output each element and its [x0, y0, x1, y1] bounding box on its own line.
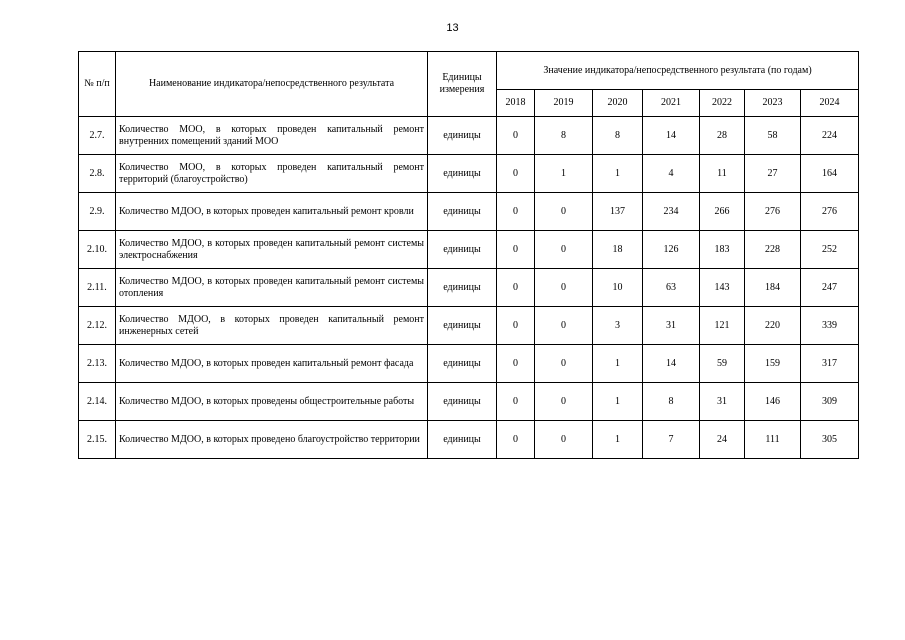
row-value-2020: 10 — [593, 269, 643, 307]
row-value-2023: 220 — [745, 307, 801, 345]
header-values-group: Значение индикатора/непосредственного результата (по годам) — [497, 52, 859, 90]
row-value-2024: 276 — [801, 193, 859, 231]
row-value-2022: 28 — [700, 117, 745, 155]
table-row — [79, 345, 859, 383]
header-year-2024: 2024 — [801, 90, 859, 117]
row-value-2019: 0 — [535, 193, 593, 231]
row-value-2018: 0 — [497, 383, 535, 421]
row-value-2019: 0 — [535, 231, 593, 269]
row-unit: единицы — [428, 193, 497, 231]
row-name: Количество МДОО, в которых проведены общестроительные работы — [116, 383, 428, 421]
header-year-2021: 2021 — [643, 90, 700, 117]
row-value-2020: 1 — [593, 345, 643, 383]
table-row — [79, 193, 859, 231]
row-value-2018: 0 — [497, 117, 535, 155]
row-name: Количество МДОО, в которых проведен капитальный ремонт фасада — [116, 345, 428, 383]
row-value-2021: 7 — [643, 421, 700, 459]
row-value-2018: 0 — [497, 193, 535, 231]
row-value-2022: 183 — [700, 231, 745, 269]
table-row — [79, 117, 859, 155]
header-year-2023: 2023 — [745, 90, 801, 117]
header-num: № п/п — [79, 52, 116, 117]
row-value-2020: 3 — [593, 307, 643, 345]
row-num: 2.14. — [79, 383, 116, 421]
row-value-2023: 184 — [745, 269, 801, 307]
row-unit: единицы — [428, 345, 497, 383]
header-name: Наименование индикатора/непосредственного результата — [116, 52, 428, 117]
row-value-2021: 63 — [643, 269, 700, 307]
row-value-2019: 0 — [535, 421, 593, 459]
row-value-2018: 0 — [497, 269, 535, 307]
row-name: Количество МДОО, в которых проведен капитальный ремонт системы отопления — [116, 269, 428, 307]
row-value-2023: 276 — [745, 193, 801, 231]
row-value-2022: 266 — [700, 193, 745, 231]
row-value-2018: 0 — [497, 231, 535, 269]
row-value-2018: 0 — [497, 155, 535, 193]
row-value-2024: 317 — [801, 345, 859, 383]
indicators-table — [78, 51, 859, 459]
row-num: 2.9. — [79, 193, 116, 231]
row-name: Количество МДОО, в которых проведен капитальный ремонт кровли — [116, 193, 428, 231]
row-unit: единицы — [428, 421, 497, 459]
table-row — [79, 155, 859, 193]
row-value-2024: 224 — [801, 117, 859, 155]
row-unit: единицы — [428, 307, 497, 345]
header-year-2018: 2018 — [497, 90, 535, 117]
row-value-2021: 31 — [643, 307, 700, 345]
row-value-2019: 0 — [535, 269, 593, 307]
row-value-2023: 58 — [745, 117, 801, 155]
row-value-2021: 8 — [643, 383, 700, 421]
row-value-2022: 121 — [700, 307, 745, 345]
table-row — [79, 269, 859, 307]
row-value-2022: 11 — [700, 155, 745, 193]
row-num: 2.10. — [79, 231, 116, 269]
row-num: 2.8. — [79, 155, 116, 193]
row-value-2020: 1 — [593, 155, 643, 193]
row-value-2022: 31 — [700, 383, 745, 421]
row-value-2024: 247 — [801, 269, 859, 307]
row-unit: единицы — [428, 231, 497, 269]
row-value-2021: 126 — [643, 231, 700, 269]
table-row — [79, 231, 859, 269]
table-row — [79, 383, 859, 421]
table-row — [79, 307, 859, 345]
row-name: Количество МОО, в которых проведен капитальный ремонт территорий (благоустройство) — [116, 155, 428, 193]
row-value-2020: 1 — [593, 383, 643, 421]
row-name: Количество МДОО, в которых проведен капитальный ремонт инженерных сетей — [116, 307, 428, 345]
row-value-2024: 252 — [801, 231, 859, 269]
row-unit: единицы — [428, 117, 497, 155]
row-num: 2.7. — [79, 117, 116, 155]
row-value-2019: 0 — [535, 345, 593, 383]
row-value-2019: 8 — [535, 117, 593, 155]
row-name: Количество МДОО, в которых проведен капитальный ремонт системы электроснабжения — [116, 231, 428, 269]
row-name: Количество МОО, в которых проведен капитальный ремонт внутренних помещений зданий МОО — [116, 117, 428, 155]
row-num: 2.12. — [79, 307, 116, 345]
row-value-2024: 309 — [801, 383, 859, 421]
row-num: 2.11. — [79, 269, 116, 307]
header-year-2022: 2022 — [700, 90, 745, 117]
row-value-2021: 14 — [643, 345, 700, 383]
row-value-2024: 164 — [801, 155, 859, 193]
row-value-2018: 0 — [497, 345, 535, 383]
row-value-2022: 59 — [700, 345, 745, 383]
row-value-2020: 18 — [593, 231, 643, 269]
row-value-2022: 24 — [700, 421, 745, 459]
row-value-2020: 137 — [593, 193, 643, 231]
row-value-2021: 4 — [643, 155, 700, 193]
row-value-2022: 143 — [700, 269, 745, 307]
header-unit: Единицы измерения — [428, 52, 497, 117]
row-value-2021: 234 — [643, 193, 700, 231]
row-value-2021: 14 — [643, 117, 700, 155]
row-value-2018: 0 — [497, 307, 535, 345]
row-value-2023: 159 — [745, 345, 801, 383]
row-unit: единицы — [428, 155, 497, 193]
row-value-2020: 1 — [593, 421, 643, 459]
row-num: 2.15. — [79, 421, 116, 459]
row-value-2024: 339 — [801, 307, 859, 345]
row-value-2020: 8 — [593, 117, 643, 155]
table-row — [79, 421, 859, 459]
row-unit: единицы — [428, 383, 497, 421]
row-num: 2.13. — [79, 345, 116, 383]
row-value-2019: 0 — [535, 307, 593, 345]
row-value-2019: 1 — [535, 155, 593, 193]
row-name: Количество МДОО, в которых проведено благоустройство территории — [116, 421, 428, 459]
header-year-2020: 2020 — [593, 90, 643, 117]
header-year-2019: 2019 — [535, 90, 593, 117]
row-value-2018: 0 — [497, 421, 535, 459]
row-unit: единицы — [428, 269, 497, 307]
row-value-2023: 111 — [745, 421, 801, 459]
page-number: 13 — [446, 22, 459, 34]
row-value-2023: 27 — [745, 155, 801, 193]
row-value-2024: 305 — [801, 421, 859, 459]
row-value-2023: 228 — [745, 231, 801, 269]
row-value-2023: 146 — [745, 383, 801, 421]
row-value-2019: 0 — [535, 383, 593, 421]
